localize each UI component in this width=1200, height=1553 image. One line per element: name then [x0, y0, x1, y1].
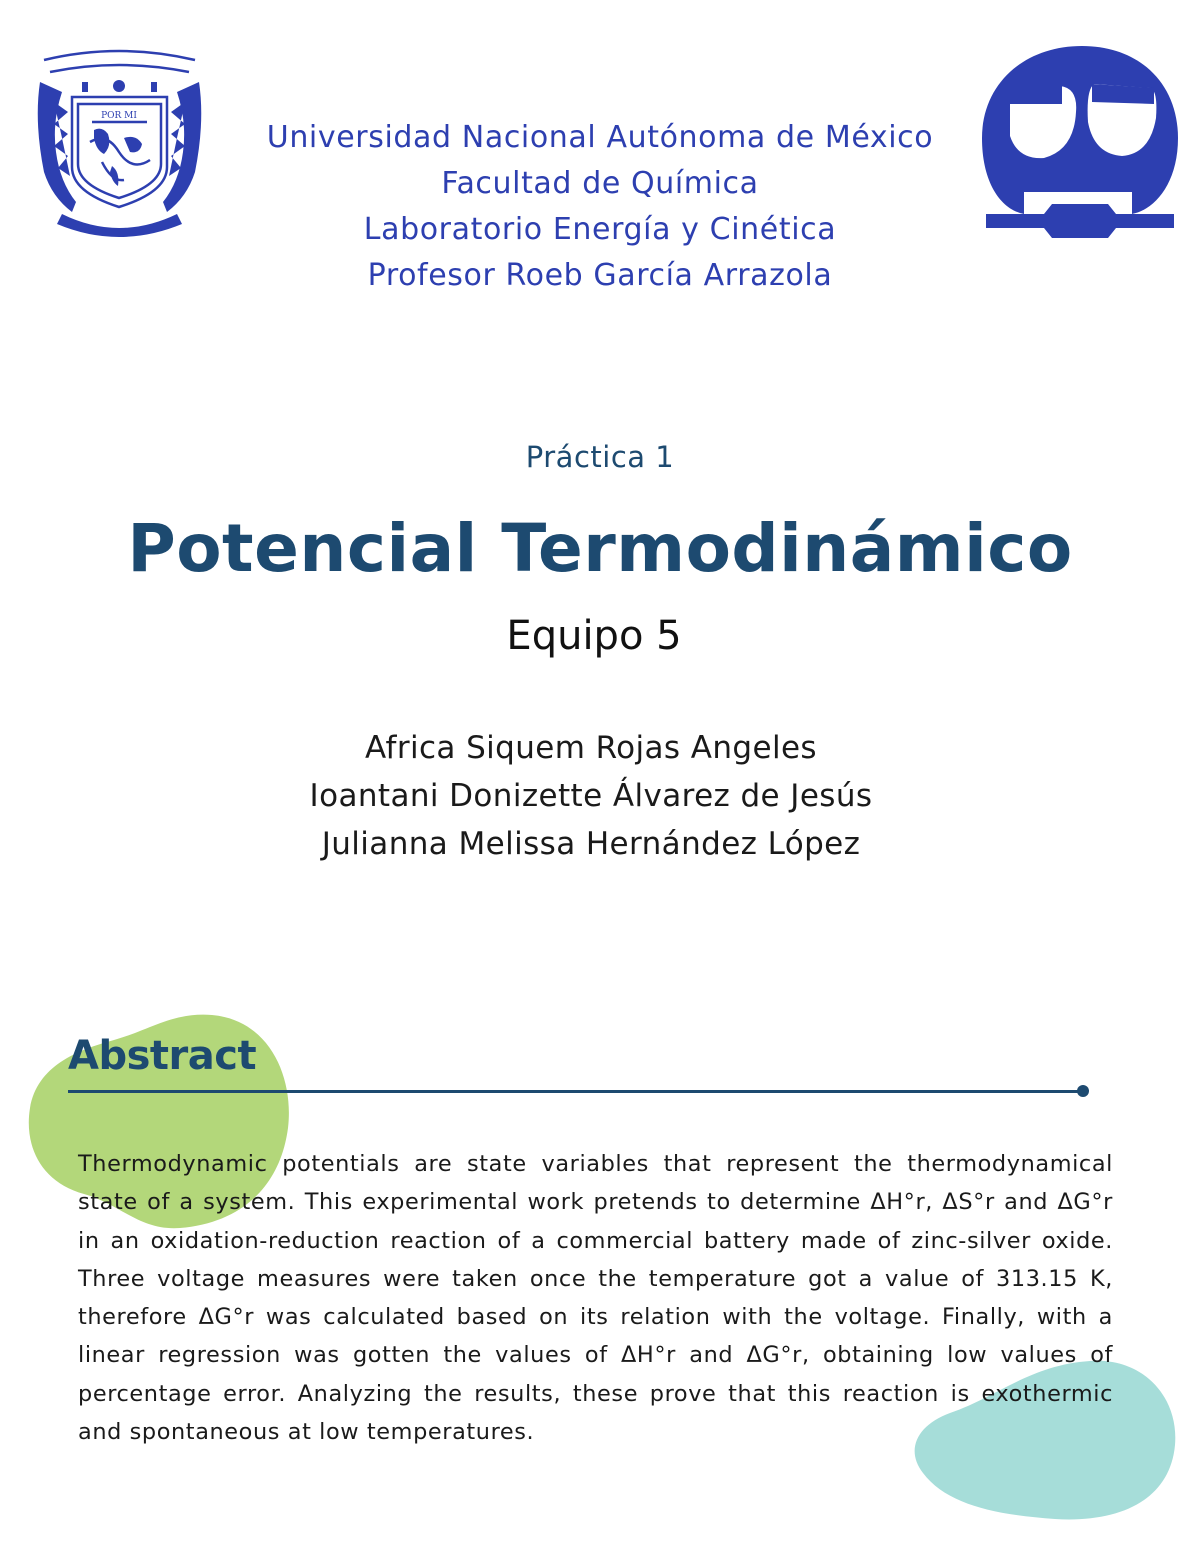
unam-shield-icon	[32, 42, 207, 237]
abstract-divider	[68, 1090, 1082, 1093]
abstract-heading: Abstract	[68, 1033, 257, 1079]
practice-label: Práctica 1	[525, 440, 675, 474]
divider-dot	[1077, 1085, 1089, 1097]
author-3: Julianna Melissa Hernández López	[321, 826, 861, 862]
lab-name: Laboratorio Energía y Cinética	[363, 212, 837, 247]
faculty-name: Facultad de Química	[441, 166, 759, 201]
abstract-text: Thermodynamic potentials are state variables that represent the thermodynamical state of a system. This experimental work pretends to determine ΔH°r, ΔS°r and ΔG°r in an oxidation-reduction reaction of a commercial battery made of zinc-silver oxide. Three voltage measures were taken once the temperature got a value of 313.15 K, therefore ΔG°r was calculated based on its relation with the voltage. Finally, with a linear regression was gotten the values of ΔH°r and ΔG°r, obtaining low values of percentage error. Analyzing the results, these prove that this reaction is exothermic and spontaneous at low temperatures.	[78, 1151, 1113, 1446]
team-label: Equipo 5	[506, 613, 682, 659]
fq-owl-logo-icon	[982, 46, 1178, 240]
svg-text:POR MI: POR MI	[101, 111, 137, 121]
university-name: Universidad Nacional Autónoma de México	[266, 120, 934, 155]
document-title: Potencial Termodinámico	[127, 510, 1073, 587]
author-1: Africa Siquem Rojas Angeles	[365, 730, 817, 766]
author-2: Ioantani Donizette Álvarez de Jesús	[309, 778, 873, 814]
professor-name: Profesor Roeb García Arrazola	[367, 258, 833, 293]
